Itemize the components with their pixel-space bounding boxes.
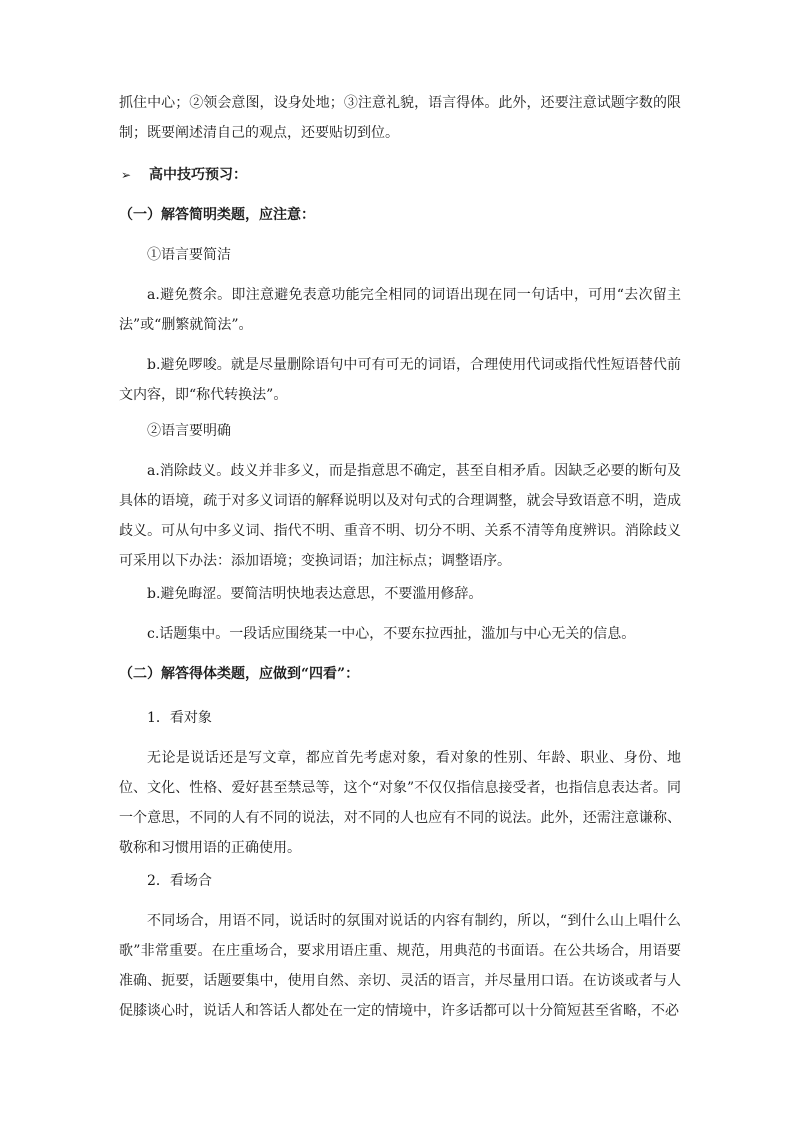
audience-paragraph: 无论是说话还是写文章，都应首先考虑对象，看对象的性别、年龄、职业、身份、地位、文化、性格、爱好甚至禁忌等，这个“对象”不仅仅指信息接受者，也指信息表达者。同一个意思，不同的人有不同的说法，对不同的人也应有不同的说法。此外，还需注意谦称、敬称和习惯用语的正确使用。 xyxy=(119,750,681,856)
item-a-eliminate-ambiguity: a.消除歧义。歧义并非多义，而是指意思不确定，甚至自相矛盾。因缺乏必要的断句及具体的语境，疏于对多义词语的解释说明以及对句式的合理调整，就会导致语意不明，造成歧义。可从句中多义词、指代不明、重音不明、切分不明、关系不清等角度辨识。消除歧义可采用以下办法：添加语境；变换词语；加注标点；调整语序。 xyxy=(119,463,681,569)
occasion-paragraph: 不同场合，用语不同，说话时的氛围对说话的内容有制约，所以，“到什么山上唱什么歌”非常重要。在庄重场合，要求用语庄重、规范，用典范的书面语。在公共场合，用语要准确、扼要，话题要集中，使用自然、亲切、灵活的语言，并尽量用口语。在访谈或者与人促膝谈心时，说话人和答话人都处在一定的情境中，许多话都可以十分简短甚至省略，不必 xyxy=(119,913,681,1019)
heading-look-at-occasion: 2．看场合 xyxy=(147,873,212,889)
arrow-bullet-icon: ➢ xyxy=(121,168,132,182)
bullet-heading-text: 高中技巧预习： xyxy=(149,167,247,183)
intro-paragraph: 抓住中心；②领会意图，设身处地；③注意礼貌，语言得体。此外，还要注意试题字数的限制；既要阐述清自己的观点，还要贴切到位。 xyxy=(119,95,681,141)
subheading-clear: ②语言要明确 xyxy=(147,423,231,439)
section-2-title: （二）解答得体类题，应做到“四看”： xyxy=(119,666,360,682)
item-a-avoid-redundancy: a.避免赘余。即注意避免表意功能完全相同的词语出现在同一句话中，可用“去次留主法”或“删繁就简法”。 xyxy=(119,287,681,333)
subheading-concise: ①语言要简洁 xyxy=(147,247,231,263)
item-b-avoid-obscurity: b.避免晦涩。要简洁明快地表达意思，不要滥用修辞。 xyxy=(147,586,483,602)
section-1-title: （一）解答简明类题，应注意： xyxy=(119,207,315,223)
bullet-heading xyxy=(119,160,681,190)
item-b-avoid-wordiness: b.避免啰唆。就是尽量删除语句中可有可无的词语，合理使用代词或指代性短语替代前文内容，即“称代转换法”。 xyxy=(119,357,681,403)
heading-look-at-audience: 1．看对象 xyxy=(147,710,212,726)
item-c-focused-topic: c.话题集中。一段话应围绕某一中心，不要东拉西扯，滥加与中心无关的信息。 xyxy=(147,626,636,642)
